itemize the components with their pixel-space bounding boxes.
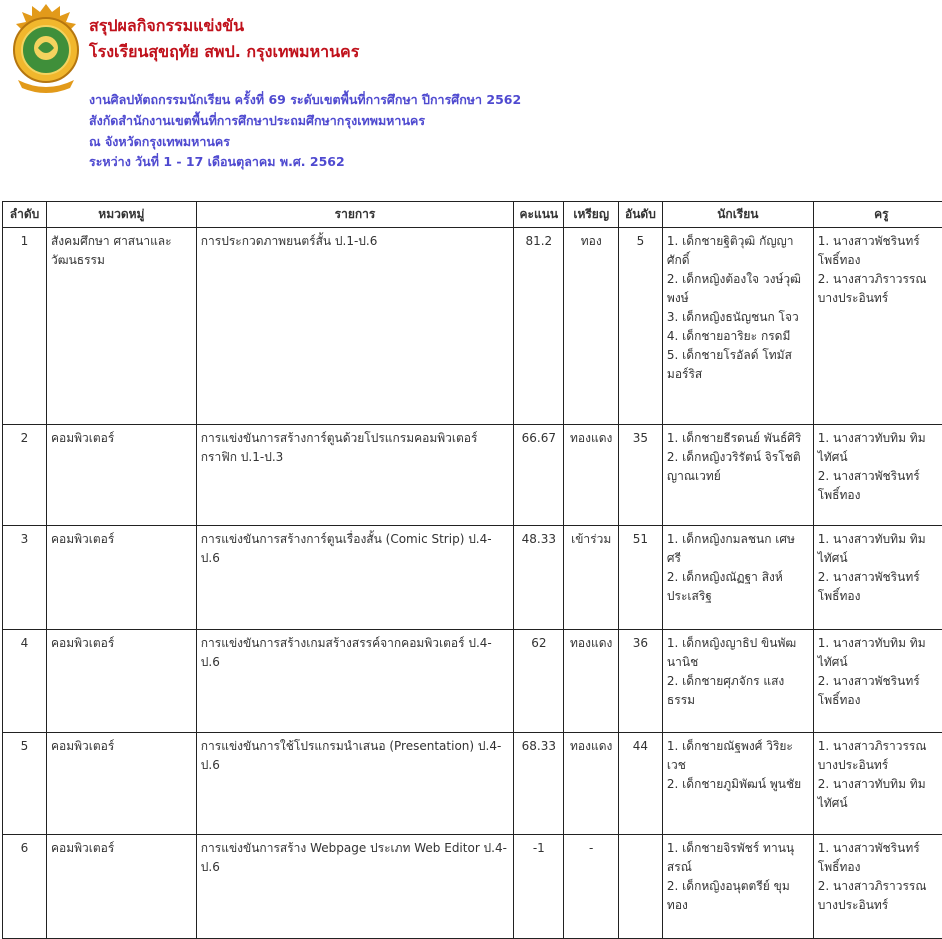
row-rank: 5	[618, 228, 662, 425]
table-header-row	[3, 202, 942, 228]
row-medal: ทองแดง	[564, 733, 618, 835]
row-rank	[618, 835, 662, 939]
teacher-name: 1. นางสาวภิราวรรณ บางประอินทร์	[818, 737, 942, 775]
teacher-name: 2. นางสาวภิราวรรณ บางประอินทร์	[818, 877, 942, 915]
student-name: 2. เด็กหญิงต้องใจ วงษ์วุฒิพงษ์	[667, 270, 809, 308]
row-category: คอมพิวเตอร์	[46, 835, 196, 939]
row-students	[662, 425, 813, 526]
row-item: การแข่งขันการสร้าง Webpage ประเภท Web Editor ป.4-ป.6	[196, 835, 513, 939]
row-item: การแข่งขันการใช้โปรแกรมนำเสนอ (Presentation) ป.4-ป.6	[196, 733, 513, 835]
row-medal: เข้าร่วม	[564, 526, 618, 630]
row-students	[662, 733, 813, 835]
row-item: การประกวดภาพยนตร์สั้น ป.1-ป.6	[196, 228, 513, 425]
teacher-name: 2. นางสาวพัชรินทร์ โพธิ์ทอง	[818, 467, 942, 505]
row-item: การแข่งขันการสร้างการ์ตูนด้วยโปรแกรมคอมพิวเตอร์กราฟิก ป.1-ป.3	[196, 425, 513, 526]
row-teachers	[813, 630, 942, 733]
table-row	[3, 425, 942, 526]
row-category: สังคมศึกษา ศาสนาและวัฒนธรรม	[46, 228, 196, 425]
results-table	[2, 201, 942, 939]
row-medal: ทอง	[564, 228, 618, 425]
table-row	[3, 228, 942, 425]
table-row	[3, 630, 942, 733]
column-header-students: นักเรียน	[662, 202, 813, 228]
event-line: งานศิลปหัตถกรรมนักเรียน ครั้งที่ 69 ระดับเขตพื้นที่การศึกษา ปีการศึกษา 2562	[89, 90, 521, 110]
student-name: 1. เด็กหญิงญาธิป ขินพัฒนานิช	[667, 634, 809, 672]
row-rank: 51	[618, 526, 662, 630]
student-name: 1. เด็กชายฐิติวุฒิ กัญญาศักดิ์	[667, 232, 809, 270]
page-header	[0, 0, 942, 200]
row-rank: 35	[618, 425, 662, 526]
school-emblem-logo	[10, 2, 82, 94]
teacher-name: 1. นางสาวทับทิม ทิมไทัศน์	[818, 634, 942, 672]
student-name: 2. เด็กหญิงวริรัตน์ จิรโชติญาณเวทย์	[667, 448, 809, 486]
row-seq: 2	[3, 425, 47, 526]
student-name: 2. เด็กหญิงณัฏฐา สิงห์ประเสริฐ	[667, 568, 809, 606]
column-header-rank: อันดับ	[618, 202, 662, 228]
column-header-teachers: ครู	[813, 202, 942, 228]
row-teachers	[813, 228, 942, 425]
row-teachers	[813, 835, 942, 939]
teacher-name: 2. นางสาวภิราวรรณ บางประอินทร์	[818, 270, 942, 308]
row-medal: ทองแดง	[564, 630, 618, 733]
student-name: 2. เด็กหญิงอนุตตรีย์ ขุมทอง	[667, 877, 809, 915]
row-teachers	[813, 526, 942, 630]
student-name: 3. เด็กหญิงธนัญชนก โจว	[667, 308, 809, 327]
student-name: 2. เด็กชายภูมิพัฒน์ พูนชัย	[667, 775, 809, 794]
teacher-name: 2. นางสาวพัชรินทร์ โพธิ์ทอง	[818, 568, 942, 606]
teacher-name: 1. นางสาวพัชรินทร์ โพธิ์ทอง	[818, 839, 942, 877]
row-category: คอมพิวเตอร์	[46, 630, 196, 733]
table-row	[3, 733, 942, 835]
column-header-score: คะแนน	[514, 202, 564, 228]
table-row	[3, 835, 942, 939]
location-line: ณ จังหวัดกรุงเทพมหานคร	[89, 132, 230, 152]
teacher-name: 1. นางสาวทับทิม ทิมไทัศน์	[818, 530, 942, 568]
row-seq: 4	[3, 630, 47, 733]
student-name: 5. เด็กชายโรอัลด์ โทมัส มอร์ริส	[667, 346, 809, 384]
student-name: 1. เด็กชายณัฐพงศ์ วิริยะเวช	[667, 737, 809, 775]
student-name: 1. เด็กชายจิรพัชร์ ทานนุสรณ์	[667, 839, 809, 877]
row-teachers	[813, 425, 942, 526]
row-seq: 3	[3, 526, 47, 630]
page-title: สรุปผลกิจกรรมแข่งขัน	[89, 14, 244, 39]
column-header-category: หมวดหมู่	[46, 202, 196, 228]
row-seq: 1	[3, 228, 47, 425]
row-students	[662, 228, 813, 425]
row-category: คอมพิวเตอร์	[46, 733, 196, 835]
row-score: 68.33	[514, 733, 564, 835]
affiliation-line: สังกัดสำนักงานเขตพื้นที่การศึกษาประถมศึกษากรุงเทพมหานคร	[89, 111, 425, 131]
row-item: การแข่งขันการสร้างเกมสร้างสรรค์จากคอมพิวเตอร์ ป.4-ป.6	[196, 630, 513, 733]
student-name: 4. เด็กชายอาริยะ กรดมี	[667, 327, 809, 346]
row-category: คอมพิวเตอร์	[46, 526, 196, 630]
row-score: 62	[514, 630, 564, 733]
row-students	[662, 526, 813, 630]
teacher-name: 1. นางสาวทับทิม ทิมไทัศน์	[818, 429, 942, 467]
column-header-medal: เหรียญ	[564, 202, 618, 228]
row-medal: -	[564, 835, 618, 939]
row-category: คอมพิวเตอร์	[46, 425, 196, 526]
row-rank: 44	[618, 733, 662, 835]
row-score: 81.2	[514, 228, 564, 425]
table-row	[3, 526, 942, 630]
row-seq: 6	[3, 835, 47, 939]
student-name: 1. เด็กชายธีรดนย์ พันธ์ศิริ	[667, 429, 809, 448]
row-teachers	[813, 733, 942, 835]
row-medal: ทองแดง	[564, 425, 618, 526]
row-score: 66.67	[514, 425, 564, 526]
teacher-name: 2. นางสาวพัชรินทร์ โพธิ์ทอง	[818, 672, 942, 710]
date-line: ระหว่าง วันที่ 1 - 17 เดือนตุลาคม พ.ศ. 2562	[89, 152, 345, 172]
student-name: 2. เด็กชายศุภจักร แสงธรรม	[667, 672, 809, 710]
row-students	[662, 835, 813, 939]
row-seq: 5	[3, 733, 47, 835]
row-item: การแข่งขันการสร้างการ์ตูนเรื่องสั้น (Comic Strip) ป.4-ป.6	[196, 526, 513, 630]
teacher-name: 1. นางสาวพัชรินทร์ โพธิ์ทอง	[818, 232, 942, 270]
row-rank: 36	[618, 630, 662, 733]
row-students	[662, 630, 813, 733]
student-name: 1. เด็กหญิงกมลชนก เศษศรี	[667, 530, 809, 568]
column-header-seq: ลำดับ	[3, 202, 47, 228]
teacher-name: 2. นางสาวทับทิม ทิมไทัศน์	[818, 775, 942, 813]
school-name: โรงเรียนสุขฤทัย สพป. กรุงเทพมหานคร	[89, 40, 359, 65]
row-score: -1	[514, 835, 564, 939]
column-header-item: รายการ	[196, 202, 513, 228]
row-score: 48.33	[514, 526, 564, 630]
